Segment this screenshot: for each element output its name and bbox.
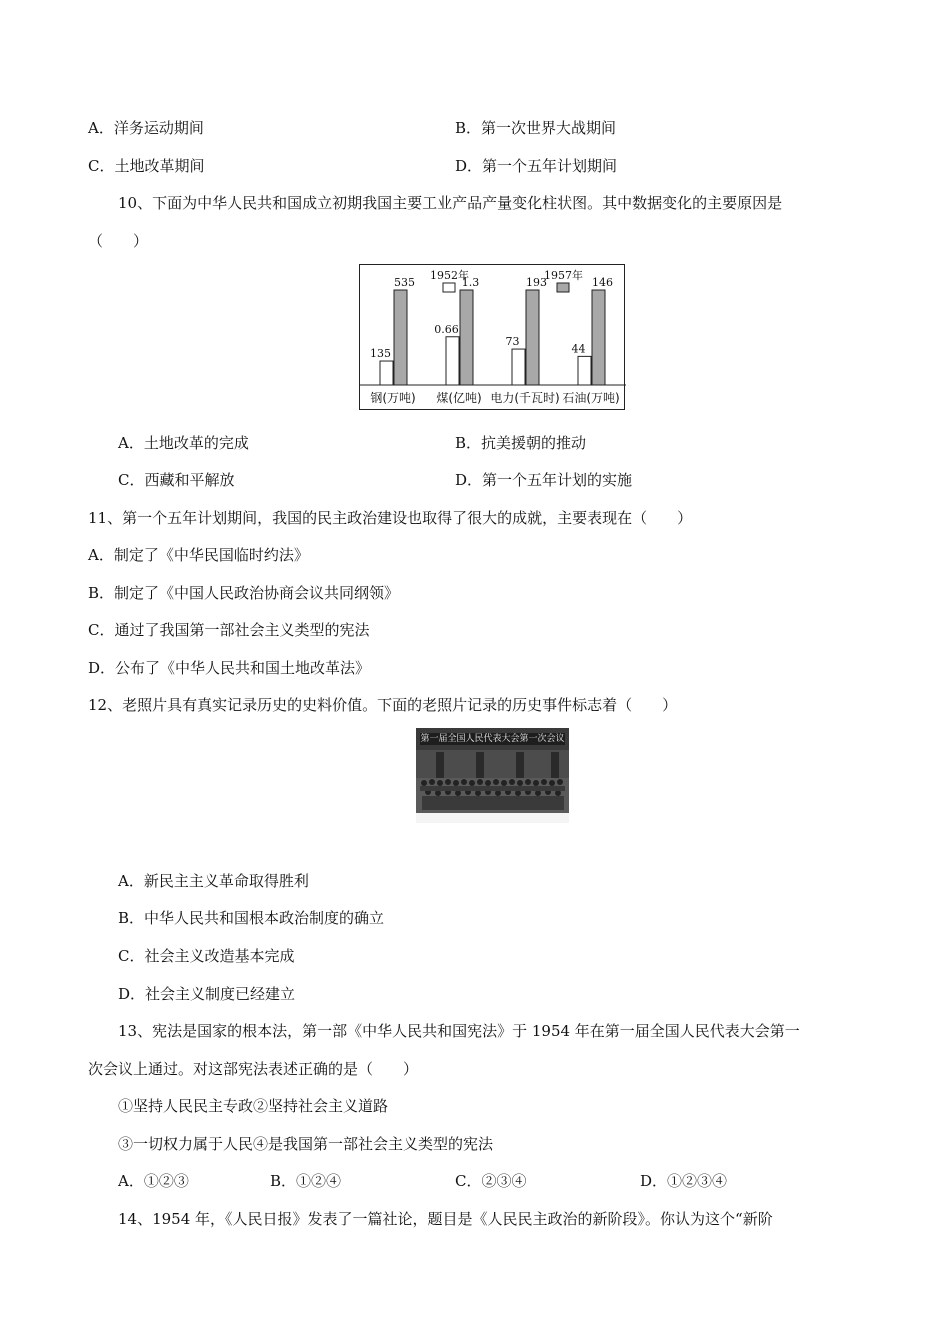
data-label-1-3: 146 — [592, 276, 613, 289]
q13-option-b: B．①②④ — [270, 1172, 342, 1190]
q13-stem-line2: 次会议上通过。对这部宪法表述正确的是（ ） — [88, 1060, 419, 1078]
q10-stem: 10、下面为中华人民共和国成立初期我国主要工业产品产量变化柱状图。其中数据变化的主要原因是 — [118, 194, 783, 212]
bar-1-2 — [526, 290, 539, 385]
data-label-0-3: 44 — [571, 342, 586, 356]
category-label-3: 石油(万吨) — [562, 391, 620, 405]
q9-option-c: C．土地改革期间 — [88, 157, 205, 175]
bar-1-3 — [592, 290, 605, 385]
q11-option-d: D．公布了《中华人民共和国土地改革法》 — [88, 659, 371, 677]
production-bar-chart — [359, 264, 625, 410]
q12-stem: 12、老照片具有真实记录历史的史料价值。下面的老照片记录的历史事件标志着（ ） — [88, 696, 678, 714]
q13-option-c: C．②③④ — [455, 1172, 527, 1190]
category-label-2: 电力(千瓦时) — [490, 391, 560, 405]
legend-swatch-1 — [557, 283, 569, 292]
congress-photo — [416, 728, 569, 823]
q12-option-d: D．社会主义制度已经建立 — [118, 985, 296, 1003]
q10-option-b: B．抗美援朝的推动 — [455, 434, 587, 452]
data-label-1-0: 535 — [394, 276, 415, 289]
q13-item-line1: ①坚持人民民主专政②坚持社会主义道路 — [118, 1097, 389, 1115]
q9-option-a: A．洋务运动期间 — [88, 119, 204, 137]
legend-label-1: 1957年 — [544, 269, 583, 282]
data-label-1-1: 1.3 — [461, 276, 480, 289]
q12-option-a: A．新民主主义革命取得胜利 — [118, 872, 309, 890]
q11-option-b: B．制定了《中国人民政治协商会议共同纲领》 — [88, 584, 400, 602]
q11-stem: 11、第一个五年计划期间，我国的民主政治建设也取得了很大的成就，主要表现在（ ） — [88, 509, 693, 527]
legend-label-0: 1952年 — [430, 269, 469, 282]
data-label-1-2: 193 — [526, 276, 547, 289]
q10-option-c: C．西藏和平解放 — [118, 471, 235, 489]
q13-option-d: D．①②③④ — [640, 1172, 728, 1190]
photo-banner-text: 第一届全国人民代表大会第一次会议 — [420, 734, 565, 744]
q14-stem-line1: 14、1954 年，《人民日报》发表了一篇社论，题目是《人民民主政治的新阶段》。你认为这个“新阶 — [118, 1210, 773, 1228]
q9-option-b: B．第一次世界大战期间 — [455, 119, 617, 137]
q13-stem-line1: 13、宪法是国家的根本法，第一部《中华人民共和国宪法》于 1954 年在第一届全国人民代表大会第一 — [118, 1022, 800, 1040]
q9-option-d: D．第一个五年计划期间 — [455, 157, 618, 175]
q13-item-line2: ③一切权力属于人民④是我国第一部社会主义类型的宪法 — [118, 1135, 494, 1153]
bar-0-2 — [512, 349, 525, 385]
q12-option-b: B．中华人民共和国根本政治制度的确立 — [118, 909, 385, 927]
q10-option-a: A．土地改革的完成 — [118, 434, 249, 452]
legend-swatch-0 — [443, 283, 455, 292]
bar-0-1 — [446, 337, 459, 385]
q11-option-c: C．通过了我国第一部社会主义类型的宪法 — [88, 621, 370, 639]
bar-0-3 — [578, 356, 591, 385]
q13-option-a: A．①②③ — [118, 1172, 189, 1190]
data-label-0-2: 73 — [505, 335, 520, 349]
chart-canvas — [360, 265, 626, 411]
data-label-0-0: 135 — [370, 347, 391, 361]
bar-1-0 — [394, 290, 407, 385]
category-label-0: 钢(万吨) — [370, 391, 416, 405]
bar-1-1 — [460, 290, 473, 385]
q12-option-c: C．社会主义改造基本完成 — [118, 947, 295, 965]
q10-option-d: D．第一个五年计划的实施 — [455, 471, 633, 489]
category-label-1: 煤(亿吨) — [436, 391, 482, 405]
bar-0-0 — [380, 361, 393, 385]
q10-answer-paren: （ ） — [88, 232, 149, 250]
q11-option-a: A．制定了《中华民国临时约法》 — [88, 546, 309, 564]
data-label-0-1: 0.66 — [434, 322, 459, 336]
